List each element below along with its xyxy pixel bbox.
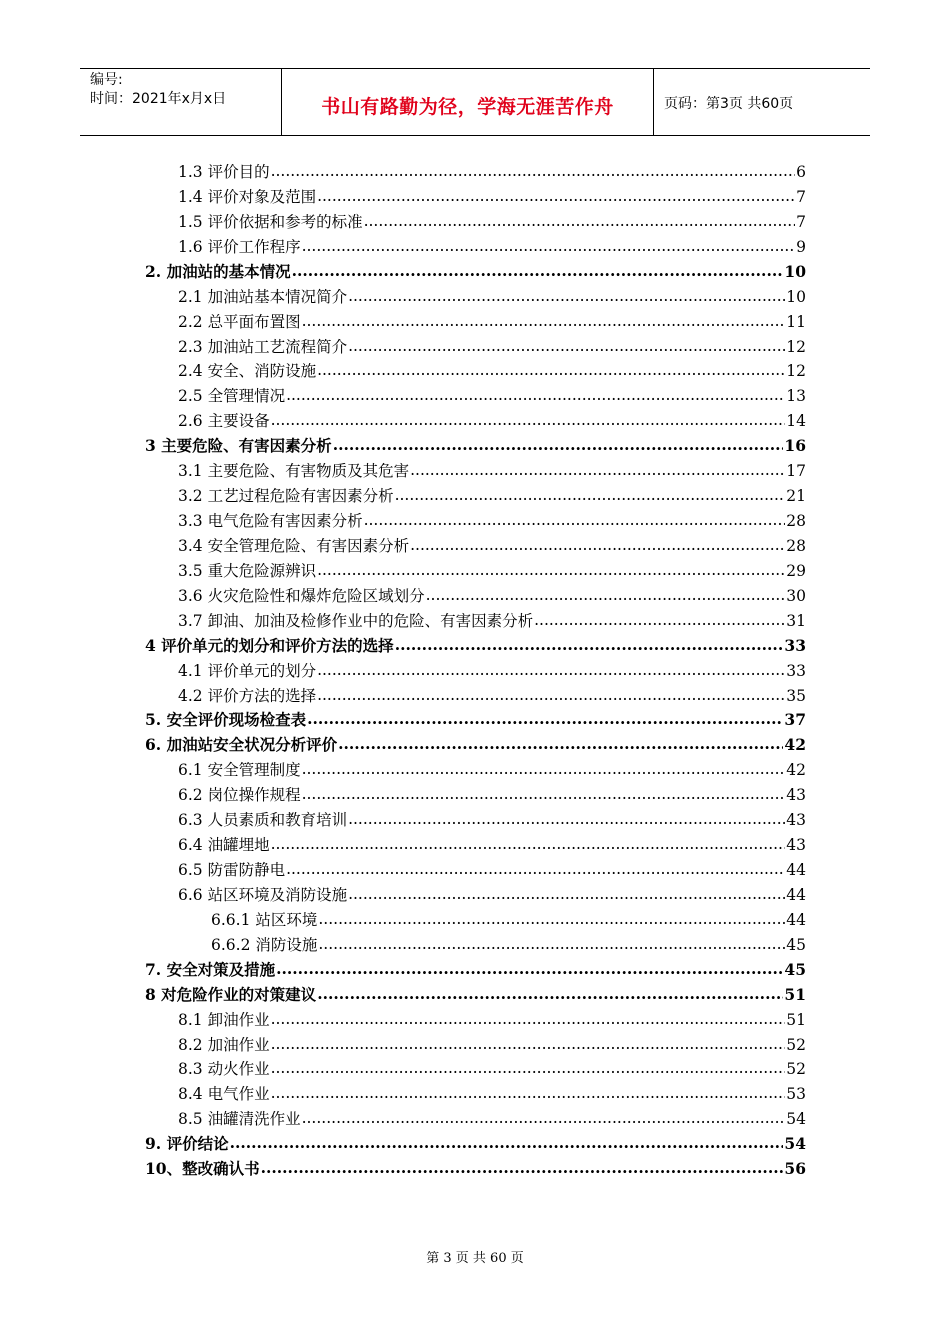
toc-entry-title: 2.3 加油站工艺流程简介	[178, 337, 348, 356]
toc-entry[interactable]	[178, 1031, 806, 1055]
toc-entry[interactable]	[178, 208, 806, 232]
toc-entry[interactable]	[145, 981, 806, 1005]
toc-entry[interactable]	[178, 682, 806, 706]
toc-leader-dots	[317, 660, 785, 680]
toc-entry-title: 6.6 站区环境及消防设施	[178, 885, 348, 904]
toc-entry[interactable]	[178, 881, 806, 905]
toc-entry[interactable]	[211, 906, 806, 930]
toc-entry-title: 2.1 加油站基本情况简介	[178, 287, 348, 306]
toc-entry-title: 4.1 评价单元的划分	[178, 661, 317, 680]
toc-leader-dots	[348, 884, 785, 904]
toc-entry-page-number: 44	[786, 861, 806, 880]
toc-entry-title: 10、整改确认书	[145, 1159, 260, 1179]
document-time-label: 时间：2021年x月x日	[90, 91, 227, 107]
toc-leader-dots	[286, 385, 785, 405]
toc-entry-page-number: 14	[786, 412, 806, 431]
toc-entry-page-number: 9	[796, 237, 806, 256]
toc-entry[interactable]	[178, 507, 806, 531]
toc-leader-dots	[286, 859, 785, 879]
toc-entry-page-number: 33	[786, 661, 806, 680]
toc-entry-page-number: 54	[784, 1134, 806, 1154]
toc-entry-title: 6. 加油站安全状况分析评价	[145, 735, 338, 755]
toc-entry[interactable]	[178, 1055, 806, 1079]
toc-entry-title: 3.6 火灾危险性和爆炸危险区域划分	[178, 586, 425, 605]
toc-entry-title: 3.1 主要危险、有害物质及其危害	[178, 462, 410, 481]
toc-entry-title: 8.2 加油作业	[178, 1035, 270, 1054]
toc-entry[interactable]	[178, 831, 806, 855]
toc-leader-dots	[410, 460, 785, 480]
toc-entry-title: 6.4 油罐埋地	[178, 836, 270, 855]
toc-leader-dots	[333, 435, 784, 455]
toc-leader-dots	[302, 236, 796, 256]
toc-entry[interactable]	[211, 931, 806, 955]
toc-entry[interactable]	[178, 781, 806, 805]
toc-entry-page-number: 16	[784, 436, 806, 456]
toc-leader-dots	[271, 1034, 786, 1054]
toc-leader-dots	[230, 1133, 784, 1153]
toc-entry-page-number: 37	[784, 710, 806, 730]
toc-leader-dots	[348, 286, 785, 306]
toc-entry-title: 8.4 电气作业	[178, 1085, 270, 1104]
toc-entry-page-number: 43	[786, 811, 806, 830]
toc-entry-title: 8.5 油罐清洗作业	[178, 1110, 301, 1129]
toc-entry-page-number: 56	[784, 1159, 806, 1179]
toc-entry-page-number: 42	[784, 735, 806, 755]
toc-entry-page-number: 33	[784, 635, 806, 655]
toc-entry[interactable]	[178, 532, 806, 556]
toc-entry-title: 6.3 人员素质和教育培训	[178, 811, 348, 830]
toc-entry-page-number: 12	[786, 362, 806, 381]
toc-entry-title: 9. 评价结论	[145, 1134, 229, 1154]
toc-entry-title: 5. 安全评价现场检查表	[145, 710, 307, 730]
toc-entry-title: 7. 安全对策及措施	[145, 959, 276, 979]
toc-leader-dots	[276, 959, 783, 979]
toc-entry-title: 1.3 评价目的	[178, 163, 270, 181]
toc-leader-dots	[317, 685, 785, 705]
toc-leader-dots	[307, 709, 783, 729]
toc-entry[interactable]	[178, 607, 806, 631]
page-footer: 第 3 页 共 60 页	[426, 1251, 524, 1266]
toc-entry-title: 3.2 工艺过程危险有害因素分析	[178, 487, 394, 506]
toc-entry-page-number: 31	[786, 611, 806, 630]
toc-entry[interactable]	[145, 632, 806, 656]
toc-entry-page-number: 21	[786, 487, 806, 506]
toc-entry-title: 3.5 重大危险源辨识	[178, 561, 317, 580]
toc-entry-page-number: 6	[796, 163, 806, 181]
toc-entry[interactable]	[178, 856, 806, 880]
toc-entry[interactable]	[145, 1130, 806, 1154]
toc-entry-page-number: 52	[786, 1035, 806, 1054]
toc-leader-dots	[261, 1158, 784, 1178]
toc-entry-page-number: 11	[786, 312, 806, 331]
toc-leader-dots	[302, 759, 786, 779]
toc-entry[interactable]	[145, 731, 806, 755]
toc-leader-dots	[395, 485, 786, 505]
page-header	[80, 68, 870, 136]
toc-entry[interactable]	[145, 956, 806, 980]
toc-leader-dots	[271, 1058, 786, 1078]
toc-entry[interactable]	[145, 1155, 806, 1179]
toc-leader-dots	[318, 909, 785, 929]
toc-entry-page-number: 43	[786, 836, 806, 855]
toc-entry[interactable]	[145, 706, 806, 730]
toc-entry-page-number: 10	[784, 261, 806, 281]
toc-leader-dots	[395, 635, 784, 655]
toc-entry-page-number: 7	[796, 212, 806, 231]
toc-entry-title: 6.5 防雷防静电	[178, 861, 286, 880]
toc-entry-page-number: 28	[786, 512, 806, 531]
toc-entry-title: 4.2 评价方法的选择	[178, 686, 317, 705]
toc-entry[interactable]	[178, 482, 806, 506]
toc-entry-title: 3.4 安全管理危险、有害因素分析	[178, 536, 410, 555]
toc-entry[interactable]	[145, 432, 806, 456]
toc-leader-dots	[271, 834, 786, 854]
toc-entry-page-number: 54	[786, 1110, 806, 1129]
toc-entry[interactable]	[145, 258, 806, 282]
toc-entry[interactable]	[178, 1080, 806, 1104]
toc-leader-dots	[271, 161, 796, 181]
toc-entry-page-number: 43	[786, 786, 806, 805]
toc-entry-page-number: 53	[786, 1085, 806, 1104]
header-motto: 书山有路勤为径，学海无涯苦作舟	[282, 69, 654, 135]
toc-entry-page-number: 13	[786, 387, 806, 406]
toc-entry-title: 2.5 全管理情况	[178, 387, 286, 406]
toc-entry-title: 2.6 主要设备	[178, 412, 270, 431]
toc-entry[interactable]	[178, 806, 806, 830]
toc-leader-dots	[302, 784, 786, 804]
toc-entry[interactable]	[178, 333, 806, 357]
toc-entry-title: 1.5 评价依据和参考的标准	[178, 212, 363, 231]
toc-leader-dots	[271, 1009, 786, 1029]
toc-entry[interactable]	[178, 283, 806, 307]
toc-entry-page-number: 12	[786, 337, 806, 356]
toc-entry-page-number: 35	[786, 686, 806, 705]
toc-entry-title: 6.2 岗位操作规程	[178, 786, 301, 805]
toc-entry[interactable]	[178, 457, 806, 481]
toc-leader-dots	[317, 186, 795, 206]
toc-entry[interactable]	[178, 233, 806, 257]
toc-entry-title: 6.6.2 消防设施	[211, 935, 318, 954]
toc-leader-dots	[317, 984, 783, 1004]
toc-entry-title: 4 评价单元的划分和评价方法的选择	[145, 635, 394, 655]
toc-entry-page-number: 30	[786, 586, 806, 605]
toc-entry-page-number: 10	[786, 287, 806, 306]
toc-leader-dots	[271, 1083, 786, 1103]
toc-leader-dots	[302, 311, 786, 331]
toc-leader-dots	[292, 261, 784, 281]
toc-leader-dots	[348, 336, 785, 356]
toc-entry-title: 1.4 评价对象及范围	[178, 187, 317, 206]
toc-entry-page-number: 51	[784, 984, 806, 1004]
toc-entry-page-number: 45	[784, 959, 806, 979]
toc-entry-title: 8.3 动火作业	[178, 1060, 270, 1079]
toc-entry-title: 2.2 总平面布置图	[178, 312, 301, 331]
toc-entry-title: 1.6 评价工作程序	[178, 237, 301, 256]
toc-entry-title: 8 对危险作业的对策建议	[145, 984, 317, 1004]
toc-entry[interactable]	[178, 183, 806, 207]
toc-entry[interactable]	[178, 582, 806, 606]
toc-entry[interactable]	[178, 357, 806, 381]
toc-leader-dots	[271, 410, 786, 430]
toc-entry-title: 6.6.1 站区环境	[211, 910, 318, 929]
toc-entry-page-number: 44	[786, 885, 806, 904]
toc-entry-page-number: 45	[786, 935, 806, 954]
toc-entry-title: 2. 加油站的基本情况	[145, 261, 291, 281]
toc-leader-dots	[302, 1108, 786, 1128]
toc-leader-dots	[317, 360, 785, 380]
toc-entry[interactable]	[178, 158, 806, 182]
toc-leader-dots	[534, 610, 785, 630]
toc-leader-dots	[410, 535, 785, 555]
toc-leader-dots	[317, 560, 785, 580]
toc-entry-title: 2.4 安全、消防设施	[178, 362, 317, 381]
toc-entry[interactable]	[178, 557, 806, 581]
toc-entry-page-number: 44	[786, 910, 806, 929]
toc-entry-page-number: 51	[786, 1010, 806, 1029]
toc-entry-title: 8.1 卸油作业	[178, 1010, 270, 1029]
toc-leader-dots	[364, 211, 796, 231]
toc-entry-page-number: 28	[786, 536, 806, 555]
header-meta	[80, 69, 282, 135]
toc-entry-page-number: 29	[786, 561, 806, 580]
toc-entry-title: 6.1 安全管理制度	[178, 761, 301, 780]
toc-leader-dots	[364, 510, 786, 530]
toc-leader-dots	[348, 809, 785, 829]
header-page-info: 页码：第3页 共60页	[664, 96, 794, 112]
toc-entry-page-number: 42	[786, 761, 806, 780]
toc-entry-page-number: 52	[786, 1060, 806, 1079]
toc-entry[interactable]	[178, 657, 806, 681]
toc-entry-title: 3.3 电气危险有害因素分析	[178, 512, 363, 531]
toc-entry[interactable]	[178, 308, 806, 332]
toc-entry-title: 3.7 卸油、加油及检修作业中的危险、有害因素分析	[178, 611, 534, 630]
toc-entry-page-number: 7	[796, 187, 806, 206]
toc-leader-dots	[338, 734, 783, 754]
toc-leader-dots	[426, 585, 786, 605]
document-number-label: 编号:	[90, 72, 123, 88]
toc-entry[interactable]	[178, 382, 806, 406]
toc-entry[interactable]	[178, 407, 806, 431]
toc-leader-dots	[318, 934, 785, 954]
toc-entry-title: 3 主要危险、有害因素分析	[145, 436, 332, 456]
toc-entry[interactable]	[178, 1006, 806, 1030]
toc-entry[interactable]	[178, 1105, 806, 1129]
toc-entry[interactable]	[178, 756, 806, 780]
toc-entry-page-number: 17	[786, 462, 806, 481]
